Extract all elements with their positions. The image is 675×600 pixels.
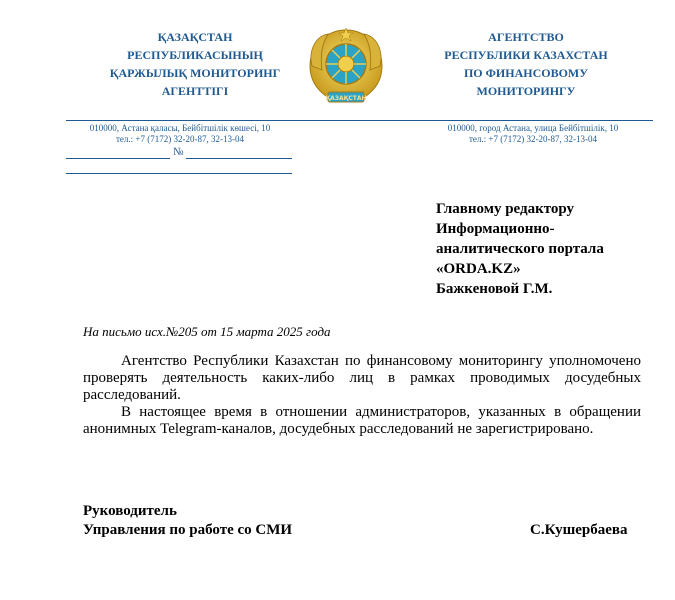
- agency-name-kazakh-line: ҚАРЖЫЛЫҚ МОНИТОРИНГ: [109, 66, 281, 80]
- agency-name-kazakh: [95, 28, 295, 100]
- address-russian: [418, 123, 648, 145]
- body-paragraph: В настоящее время в отношении администраторов, указанных в обращении анонимных Telegram-каналов, досудебных расследований не зарегистрировано.: [83, 404, 641, 437]
- signatory-name: С.Кушербаева: [530, 522, 628, 538]
- recipient-line: Главному редактору: [436, 201, 575, 217]
- registration-line: [66, 173, 292, 174]
- outgoing-number-line: [186, 158, 292, 159]
- letter-reference: На письмо исх.№205 от 15 марта 2025 года: [83, 324, 331, 339]
- body-paragraph: Агентство Республики Казахстан по финансовому мониторингу уполномочено проверять деятельность каких-либо лиц в рамках проводимых досудебных расследований.: [83, 353, 641, 403]
- agency-name-russian-line: ПО ФИНАНСОВОМУ: [463, 66, 589, 80]
- signature-title-line: Руководитель: [83, 503, 177, 519]
- number-sign: №: [173, 146, 184, 158]
- agency-name-kazakh-line: ҚАЗАҚСТАН: [157, 30, 233, 44]
- agency-name-kazakh-line: РЕСПУБЛИКАСЫНЫҢ: [127, 48, 263, 62]
- address-russian-line: тел.: +7 (7172) 32-20-87, 32-13-04: [469, 134, 597, 144]
- outgoing-date-line: [66, 158, 170, 159]
- agency-name-kazakh-line: АГЕНТТІГІ: [161, 84, 229, 98]
- recipient-line: Информационно-: [436, 221, 555, 237]
- address-kazakh-line: 010000, Астана қаласы, Бейбітшілік көшесі, 10: [89, 123, 271, 133]
- agency-name-russian-line: РЕСПУБЛИКИ КАЗАХСТАН: [444, 48, 608, 62]
- address-kazakh: [70, 123, 290, 145]
- signature-title-line: Управления по работе со СМИ: [83, 522, 293, 538]
- address-russian-line: 010000, город Астана, улица Бейбітшілік, 10: [447, 123, 619, 133]
- recipient-line: аналитического портала: [436, 241, 604, 257]
- recipient-line: Бажкеновой Г.М.: [436, 281, 553, 297]
- state-emblem-icon: [306, 26, 386, 110]
- recipient-block: [436, 199, 604, 299]
- address-kazakh-line: тел.: +7 (7172) 32-20-87, 32-13-04: [116, 134, 244, 144]
- recipient-line: «ORDA.KZ»: [436, 261, 521, 277]
- letter-body: [83, 353, 641, 438]
- header-divider: [66, 120, 653, 121]
- signature-title: [83, 502, 292, 540]
- emblem-ribbon-text: ҚАЗАҚСТАН: [325, 95, 367, 102]
- agency-name-russian: [420, 28, 632, 100]
- agency-name-russian-line: АГЕНТСТВО: [488, 30, 564, 44]
- agency-name-russian-line: МОНИТОРИНГУ: [476, 84, 576, 98]
